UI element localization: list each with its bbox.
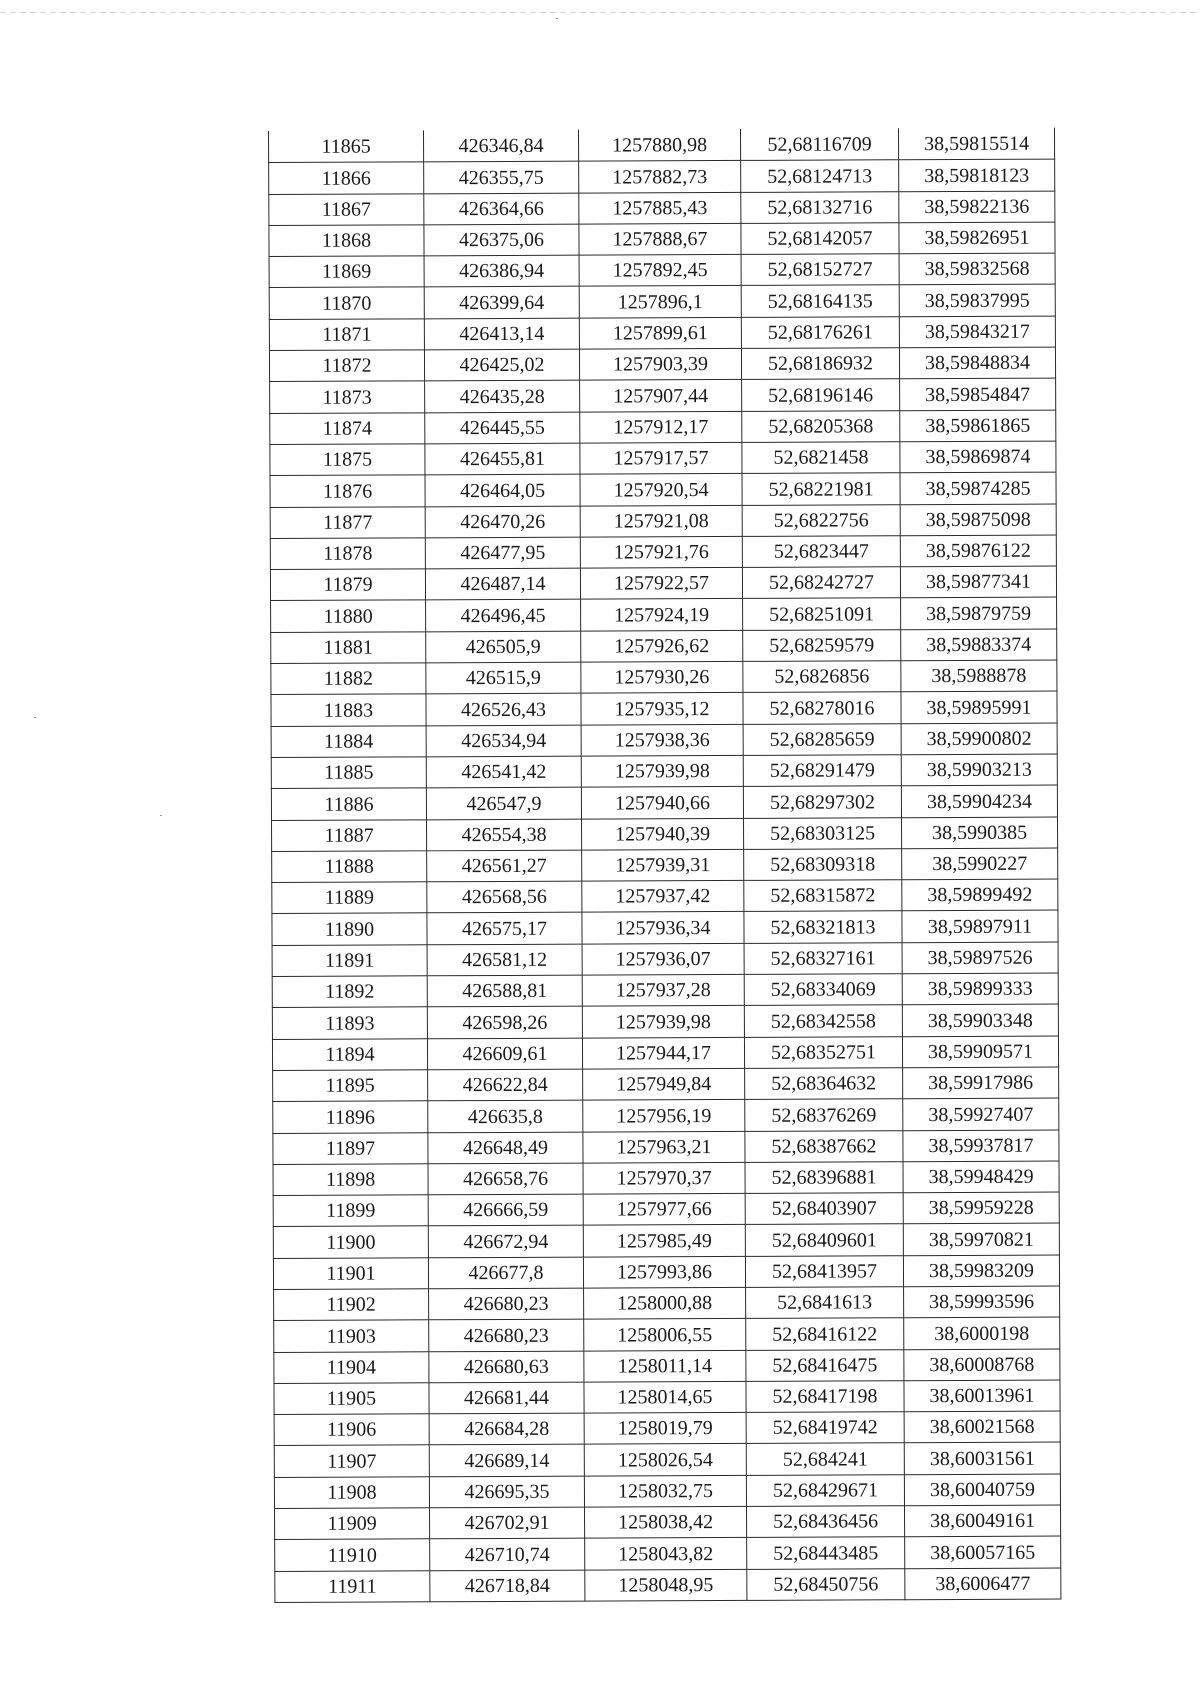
- longitude-cell: 38,59937817: [903, 1130, 1059, 1162]
- y-coordinate-cell: 1258000,88: [584, 1287, 746, 1319]
- point-number-cell: 11886: [271, 788, 426, 820]
- table-row: [272, 910, 1058, 945]
- y-coordinate-cell: 1258038,42: [585, 1506, 747, 1538]
- latitude-cell: 52,68416122: [746, 1318, 904, 1350]
- latitude-cell: 52,68278016: [743, 692, 901, 724]
- point-number-cell: 11866: [269, 162, 424, 194]
- longitude-cell: 38,5990385: [902, 817, 1058, 849]
- x-coordinate-cell: 426684,28: [429, 1413, 584, 1445]
- point-number-cell: 11901: [273, 1257, 428, 1289]
- point-number-cell: 11910: [275, 1539, 430, 1571]
- point-number-cell: 11907: [274, 1445, 429, 1477]
- table-row: [273, 1192, 1059, 1227]
- longitude-cell: 38,59897911: [902, 910, 1058, 942]
- longitude-cell: 38,59983209: [903, 1255, 1059, 1287]
- y-coordinate-cell: 1257899,61: [579, 317, 741, 349]
- point-number-cell: 11877: [270, 506, 425, 538]
- x-coordinate-cell: 426505,9: [426, 631, 581, 663]
- x-coordinate-cell: 426588,81: [427, 975, 582, 1007]
- longitude-cell: 38,60013961: [904, 1380, 1060, 1412]
- latitude-cell: 52,68387662: [745, 1130, 903, 1162]
- longitude-cell: 38,59832568: [899, 253, 1055, 285]
- x-coordinate-cell: 426680,63: [429, 1351, 584, 1383]
- longitude-cell: 38,59993596: [904, 1286, 1060, 1318]
- y-coordinate-cell: 1258048,95: [585, 1569, 747, 1601]
- table-row: [269, 222, 1055, 257]
- y-coordinate-cell: 1257924,19: [581, 599, 743, 631]
- point-number-cell: 11883: [271, 694, 426, 726]
- x-coordinate-cell: 426622,84: [428, 1069, 583, 1101]
- latitude-cell: 52,68142057: [741, 223, 899, 255]
- table-row: [269, 128, 1055, 163]
- longitude-cell: 38,59848834: [899, 347, 1055, 379]
- x-coordinate-cell: 426496,45: [426, 600, 581, 632]
- latitude-cell: 52,68334069: [744, 974, 902, 1006]
- table-row: [270, 504, 1056, 539]
- longitude-cell: 38,6000198: [904, 1317, 1060, 1349]
- x-coordinate-cell: 426464,05: [425, 474, 580, 506]
- latitude-cell: 52,68309318: [744, 849, 902, 881]
- latitude-cell: 52,68450756: [747, 1568, 905, 1600]
- latitude-cell: 52,68196146: [742, 379, 900, 411]
- longitude-cell: 38,59895991: [901, 691, 1057, 723]
- x-coordinate-cell: 426435,28: [425, 381, 580, 413]
- point-number-cell: 11898: [273, 1164, 428, 1196]
- y-coordinate-cell: 1257936,07: [582, 943, 744, 975]
- latitude-cell: 52,68251091: [743, 598, 901, 630]
- y-coordinate-cell: 1258032,75: [584, 1475, 746, 1507]
- point-number-cell: 11881: [271, 632, 426, 664]
- table-row: [272, 879, 1058, 914]
- x-coordinate-cell: 426355,75: [424, 161, 579, 193]
- longitude-cell: 38,60031561: [904, 1443, 1060, 1475]
- x-coordinate-cell: 426681,44: [429, 1382, 584, 1414]
- x-coordinate-cell: 426375,06: [424, 224, 579, 256]
- table-row: [272, 817, 1058, 852]
- table-row: [270, 441, 1056, 476]
- point-number-cell: 11873: [270, 381, 425, 413]
- latitude-cell: 52,68364632: [745, 1068, 903, 1100]
- latitude-cell: 52,68403907: [745, 1193, 903, 1225]
- x-coordinate-cell: 426680,23: [429, 1319, 584, 1351]
- latitude-cell: 52,6821458: [742, 442, 900, 474]
- point-number-cell: 11908: [274, 1477, 429, 1509]
- longitude-cell: 38,60057165: [905, 1536, 1061, 1568]
- point-number-cell: 11875: [270, 444, 425, 476]
- longitude-cell: 38,59869874: [900, 441, 1056, 473]
- y-coordinate-cell: 1257939,31: [582, 849, 744, 881]
- latitude-cell: 52,68352751: [744, 1036, 902, 1068]
- latitude-cell: 52,68152727: [741, 254, 899, 286]
- x-coordinate-cell: 426635,8: [428, 1100, 583, 1132]
- longitude-cell: 38,59854847: [900, 378, 1056, 410]
- x-coordinate-cell: 426386,94: [424, 255, 579, 287]
- table-row: [272, 973, 1058, 1008]
- y-coordinate-cell: 1257956,19: [583, 1100, 745, 1132]
- point-number-cell: 11900: [273, 1226, 428, 1258]
- longitude-cell: 38,59861865: [900, 410, 1056, 442]
- latitude-cell: 52,68409601: [745, 1224, 903, 1256]
- point-number-cell: 11903: [274, 1320, 429, 1352]
- longitude-cell: 38,59837995: [899, 285, 1055, 317]
- latitude-cell: 52,68417198: [746, 1381, 904, 1413]
- x-coordinate-cell: 426534,94: [426, 725, 581, 757]
- latitude-cell: 52,6826856: [743, 661, 901, 693]
- longitude-cell: 38,59879759: [901, 598, 1057, 630]
- x-coordinate-cell: 426445,55: [425, 412, 580, 444]
- point-number-cell: 11876: [270, 475, 425, 507]
- point-number-cell: 11905: [274, 1383, 429, 1415]
- point-number-cell: 11884: [271, 725, 426, 757]
- point-number-cell: 11869: [269, 256, 424, 288]
- table-row: [274, 1317, 1060, 1352]
- table-row: [275, 1568, 1061, 1603]
- point-number-cell: 11891: [272, 945, 427, 977]
- x-coordinate-cell: 426680,23: [429, 1288, 584, 1320]
- x-coordinate-cell: 426455,81: [425, 443, 580, 475]
- table-row: [270, 566, 1056, 601]
- y-coordinate-cell: 1258026,54: [584, 1444, 746, 1476]
- point-number-cell: 11899: [273, 1195, 428, 1227]
- point-number-cell: 11909: [275, 1508, 430, 1540]
- x-coordinate-cell: 426554,38: [427, 819, 582, 851]
- point-number-cell: 11880: [271, 600, 426, 632]
- x-coordinate-cell: 426547,9: [426, 787, 581, 819]
- latitude-cell: 52,68116709: [740, 129, 898, 161]
- x-coordinate-cell: 426702,91: [430, 1507, 585, 1539]
- table-row: [273, 1223, 1059, 1258]
- x-coordinate-cell: 426575,17: [427, 913, 582, 945]
- longitude-cell: 38,60008768: [904, 1349, 1060, 1381]
- x-coordinate-cell: 426399,64: [424, 287, 579, 319]
- point-number-cell: 11870: [269, 287, 424, 319]
- longitude-cell: 38,59903348: [902, 1004, 1058, 1036]
- x-coordinate-cell: 426413,14: [424, 318, 579, 350]
- latitude-cell: 52,6841613: [746, 1287, 904, 1319]
- y-coordinate-cell: 1257917,57: [580, 442, 742, 474]
- table-row: [271, 691, 1057, 726]
- table-row: [270, 535, 1056, 570]
- latitude-cell: 52,68376269: [745, 1099, 903, 1131]
- latitude-cell: 52,68259579: [743, 629, 901, 661]
- longitude-cell: 38,59875098: [900, 504, 1056, 536]
- table-row: [273, 1067, 1059, 1102]
- point-number-cell: 11879: [270, 569, 425, 601]
- y-coordinate-cell: 1257985,49: [583, 1225, 745, 1257]
- table-row: [273, 1130, 1059, 1165]
- longitude-cell: 38,60040759: [904, 1474, 1060, 1506]
- y-coordinate-cell: 1257939,98: [582, 1006, 744, 1038]
- y-coordinate-cell: 1257939,98: [581, 755, 743, 787]
- point-number-cell: 11893: [272, 1007, 427, 1039]
- latitude-cell: 52,68436456: [747, 1506, 905, 1538]
- table-row: [274, 1411, 1060, 1446]
- longitude-cell: 38,59904234: [901, 785, 1057, 817]
- point-number-cell: 11878: [270, 538, 425, 570]
- y-coordinate-cell: 1258014,65: [584, 1381, 746, 1413]
- table-row: [271, 785, 1057, 820]
- x-coordinate-cell: 426568,56: [427, 881, 582, 913]
- x-coordinate-cell: 426598,26: [427, 1006, 582, 1038]
- y-coordinate-cell: 1257937,42: [582, 881, 744, 913]
- y-coordinate-cell: 1257949,84: [583, 1068, 745, 1100]
- y-coordinate-cell: 1257880,98: [578, 129, 740, 161]
- point-number-cell: 11890: [272, 913, 427, 945]
- latitude-cell: 52,68413957: [745, 1255, 903, 1287]
- y-coordinate-cell: 1257920,54: [580, 474, 742, 506]
- x-coordinate-cell: 426609,61: [427, 1038, 582, 1070]
- longitude-cell: 38,59876122: [900, 535, 1056, 567]
- table-row: [269, 253, 1055, 288]
- y-coordinate-cell: 1257937,28: [582, 974, 744, 1006]
- latitude-cell: 52,68419742: [746, 1412, 904, 1444]
- y-coordinate-cell: 1257970,37: [583, 1162, 745, 1194]
- longitude-cell: 38,60049161: [905, 1505, 1061, 1537]
- latitude-cell: 52,684241: [746, 1443, 904, 1475]
- y-coordinate-cell: 1257940,39: [582, 818, 744, 850]
- y-coordinate-cell: 1257993,86: [583, 1256, 745, 1288]
- y-coordinate-cell: 1257940,66: [581, 787, 743, 819]
- y-coordinate-cell: 1258011,14: [584, 1350, 746, 1382]
- table-row: [269, 316, 1055, 351]
- table-row: [274, 1380, 1060, 1415]
- longitude-cell: 38,59927407: [903, 1098, 1059, 1130]
- coordinates-table-body: [269, 128, 1061, 1602]
- y-coordinate-cell: 1257944,17: [582, 1037, 744, 1069]
- longitude-cell: 38,59903213: [901, 754, 1057, 786]
- x-coordinate-cell: 426677,8: [428, 1257, 583, 1289]
- longitude-cell: 38,59948429: [903, 1161, 1059, 1193]
- table-row: [272, 848, 1058, 883]
- scan-speck: [34, 717, 36, 718]
- x-coordinate-cell: 426487,14: [425, 568, 580, 600]
- latitude-cell: 52,68205368: [742, 410, 900, 442]
- table-row: [269, 159, 1055, 194]
- x-coordinate-cell: 426515,9: [426, 662, 581, 694]
- x-coordinate-cell: 426425,02: [424, 349, 579, 381]
- y-coordinate-cell: 1257930,26: [581, 661, 743, 693]
- point-number-cell: 11892: [272, 976, 427, 1008]
- table-row: [275, 1536, 1061, 1571]
- table-row: [271, 754, 1057, 789]
- latitude-cell: 52,68342558: [744, 1005, 902, 1037]
- point-number-cell: 11868: [269, 225, 424, 257]
- y-coordinate-cell: 1257903,39: [579, 349, 741, 381]
- table-row: [271, 629, 1057, 664]
- longitude-cell: 38,59883374: [901, 629, 1057, 661]
- latitude-cell: 52,68315872: [744, 880, 902, 912]
- latitude-cell: 52,68242727: [742, 567, 900, 599]
- latitude-cell: 52,68132716: [741, 191, 899, 223]
- table-row: [274, 1474, 1060, 1509]
- longitude-cell: 38,5990227: [902, 848, 1058, 880]
- coordinates-table: [268, 128, 1061, 1603]
- y-coordinate-cell: 1257922,57: [580, 568, 742, 600]
- latitude-cell: 52,68429671: [746, 1475, 904, 1507]
- point-number-cell: 11867: [269, 193, 424, 225]
- point-number-cell: 11874: [270, 412, 425, 444]
- table-row: [271, 723, 1057, 758]
- x-coordinate-cell: 426666,59: [428, 1194, 583, 1226]
- table-row: [273, 1098, 1059, 1133]
- point-number-cell: 11896: [273, 1101, 428, 1133]
- x-coordinate-cell: 426477,95: [425, 537, 580, 569]
- latitude-cell: 52,68396881: [745, 1162, 903, 1194]
- longitude-cell: 38,59909571: [902, 1036, 1058, 1068]
- latitude-cell: 52,68416475: [746, 1349, 904, 1381]
- table-row: [273, 1161, 1059, 1196]
- longitude-cell: 38,59899333: [902, 973, 1058, 1005]
- y-coordinate-cell: 1257907,44: [580, 380, 742, 412]
- table-row: [269, 191, 1055, 226]
- longitude-cell: 38,59826951: [899, 222, 1055, 254]
- longitude-cell: 38,60021568: [904, 1411, 1060, 1443]
- x-coordinate-cell: 426364,66: [424, 193, 579, 225]
- y-coordinate-cell: 1257921,76: [580, 536, 742, 568]
- y-coordinate-cell: 1257921,08: [580, 505, 742, 537]
- point-number-cell: 11895: [273, 1070, 428, 1102]
- table-row: [275, 1505, 1061, 1540]
- x-coordinate-cell: 426581,12: [427, 944, 582, 976]
- y-coordinate-cell: 1258019,79: [584, 1413, 746, 1445]
- y-coordinate-cell: 1257888,67: [579, 223, 741, 255]
- latitude-cell: 52,68303125: [744, 817, 902, 849]
- longitude-cell: 38,59899492: [902, 879, 1058, 911]
- y-coordinate-cell: 1258006,55: [584, 1319, 746, 1351]
- table-row: [273, 1255, 1059, 1290]
- latitude-cell: 52,68176261: [741, 317, 899, 349]
- point-number-cell: 11887: [272, 819, 427, 851]
- y-coordinate-cell: 1257882,73: [579, 161, 741, 193]
- latitude-cell: 52,6823447: [742, 536, 900, 568]
- table-row: [272, 1036, 1058, 1071]
- scan-speck: [556, 18, 558, 19]
- point-number-cell: 11885: [271, 757, 426, 789]
- point-number-cell: 11897: [273, 1132, 428, 1164]
- longitude-cell: 38,5988878: [901, 660, 1057, 692]
- longitude-cell: 38,59917986: [903, 1067, 1059, 1099]
- x-coordinate-cell: 426658,76: [428, 1163, 583, 1195]
- point-number-cell: 11882: [271, 663, 426, 695]
- table-row: [269, 347, 1055, 382]
- table-row: [274, 1349, 1060, 1384]
- y-coordinate-cell: 1257963,21: [583, 1131, 745, 1163]
- x-coordinate-cell: 426648,49: [428, 1132, 583, 1164]
- latitude-cell: 52,68297302: [743, 786, 901, 818]
- y-coordinate-cell: 1258043,82: [585, 1538, 747, 1570]
- y-coordinate-cell: 1257935,12: [581, 693, 743, 725]
- latitude-cell: 52,68164135: [741, 285, 899, 317]
- longitude-cell: 38,59970821: [903, 1223, 1059, 1255]
- y-coordinate-cell: 1257938,36: [581, 724, 743, 756]
- table-row: [270, 472, 1056, 507]
- y-coordinate-cell: 1257896,1: [579, 286, 741, 318]
- table-row: [270, 410, 1056, 445]
- y-coordinate-cell: 1257912,17: [580, 411, 742, 443]
- y-coordinate-cell: 1257885,43: [579, 192, 741, 224]
- x-coordinate-cell: 426689,14: [429, 1445, 584, 1477]
- latitude-cell: 52,68124713: [741, 160, 899, 192]
- longitude-cell: 38,6006477: [905, 1568, 1061, 1600]
- x-coordinate-cell: 426541,42: [426, 756, 581, 788]
- longitude-cell: 38,59815514: [898, 128, 1054, 160]
- longitude-cell: 38,59822136: [899, 191, 1055, 223]
- table-row: [272, 942, 1058, 977]
- longitude-cell: 38,59843217: [899, 316, 1055, 348]
- x-coordinate-cell: 426561,27: [427, 850, 582, 882]
- x-coordinate-cell: 426695,35: [429, 1476, 584, 1508]
- table-row: [272, 1004, 1058, 1039]
- table-row: [270, 378, 1056, 413]
- point-number-cell: 11889: [272, 882, 427, 914]
- y-coordinate-cell: 1257936,34: [582, 912, 744, 944]
- longitude-cell: 38,59818123: [899, 159, 1055, 191]
- point-number-cell: 11888: [272, 851, 427, 883]
- latitude-cell: 52,68285659: [743, 723, 901, 755]
- table-row: [269, 285, 1055, 320]
- point-number-cell: 11904: [274, 1351, 429, 1383]
- longitude-cell: 38,59900802: [901, 723, 1057, 755]
- scan-top-edge: [0, 12, 1200, 13]
- point-number-cell: 11872: [269, 350, 424, 382]
- scan-speck: [160, 815, 162, 816]
- latitude-cell: 52,68221981: [742, 473, 900, 505]
- latitude-cell: 52,6822756: [742, 504, 900, 536]
- y-coordinate-cell: 1257892,45: [579, 255, 741, 287]
- longitude-cell: 38,59877341: [900, 566, 1056, 598]
- x-coordinate-cell: 426470,26: [425, 506, 580, 538]
- point-number-cell: 11906: [274, 1414, 429, 1446]
- y-coordinate-cell: 1257926,62: [581, 630, 743, 662]
- latitude-cell: 52,68291479: [743, 755, 901, 787]
- longitude-cell: 38,59897526: [902, 942, 1058, 974]
- x-coordinate-cell: 426672,94: [428, 1226, 583, 1258]
- table-row: [274, 1286, 1060, 1321]
- table-row: [274, 1443, 1060, 1478]
- x-coordinate-cell: 426718,84: [430, 1570, 585, 1602]
- latitude-cell: 52,68321813: [744, 911, 902, 943]
- point-number-cell: 11871: [269, 319, 424, 351]
- x-coordinate-cell: 426710,74: [430, 1538, 585, 1570]
- point-number-cell: 11911: [275, 1570, 430, 1602]
- latitude-cell: 52,68186932: [741, 348, 899, 380]
- point-number-cell: 11894: [272, 1038, 427, 1070]
- x-coordinate-cell: 426346,84: [424, 130, 579, 162]
- latitude-cell: 52,68327161: [744, 942, 902, 974]
- point-number-cell: 11865: [269, 131, 424, 163]
- table-row: [271, 660, 1057, 695]
- y-coordinate-cell: 1257977,66: [583, 1194, 745, 1226]
- latitude-cell: 52,68443485: [747, 1537, 905, 1569]
- table-row: [271, 598, 1057, 633]
- point-number-cell: 11902: [274, 1289, 429, 1321]
- x-coordinate-cell: 426526,43: [426, 693, 581, 725]
- longitude-cell: 38,59959228: [903, 1192, 1059, 1224]
- longitude-cell: 38,59874285: [900, 472, 1056, 504]
